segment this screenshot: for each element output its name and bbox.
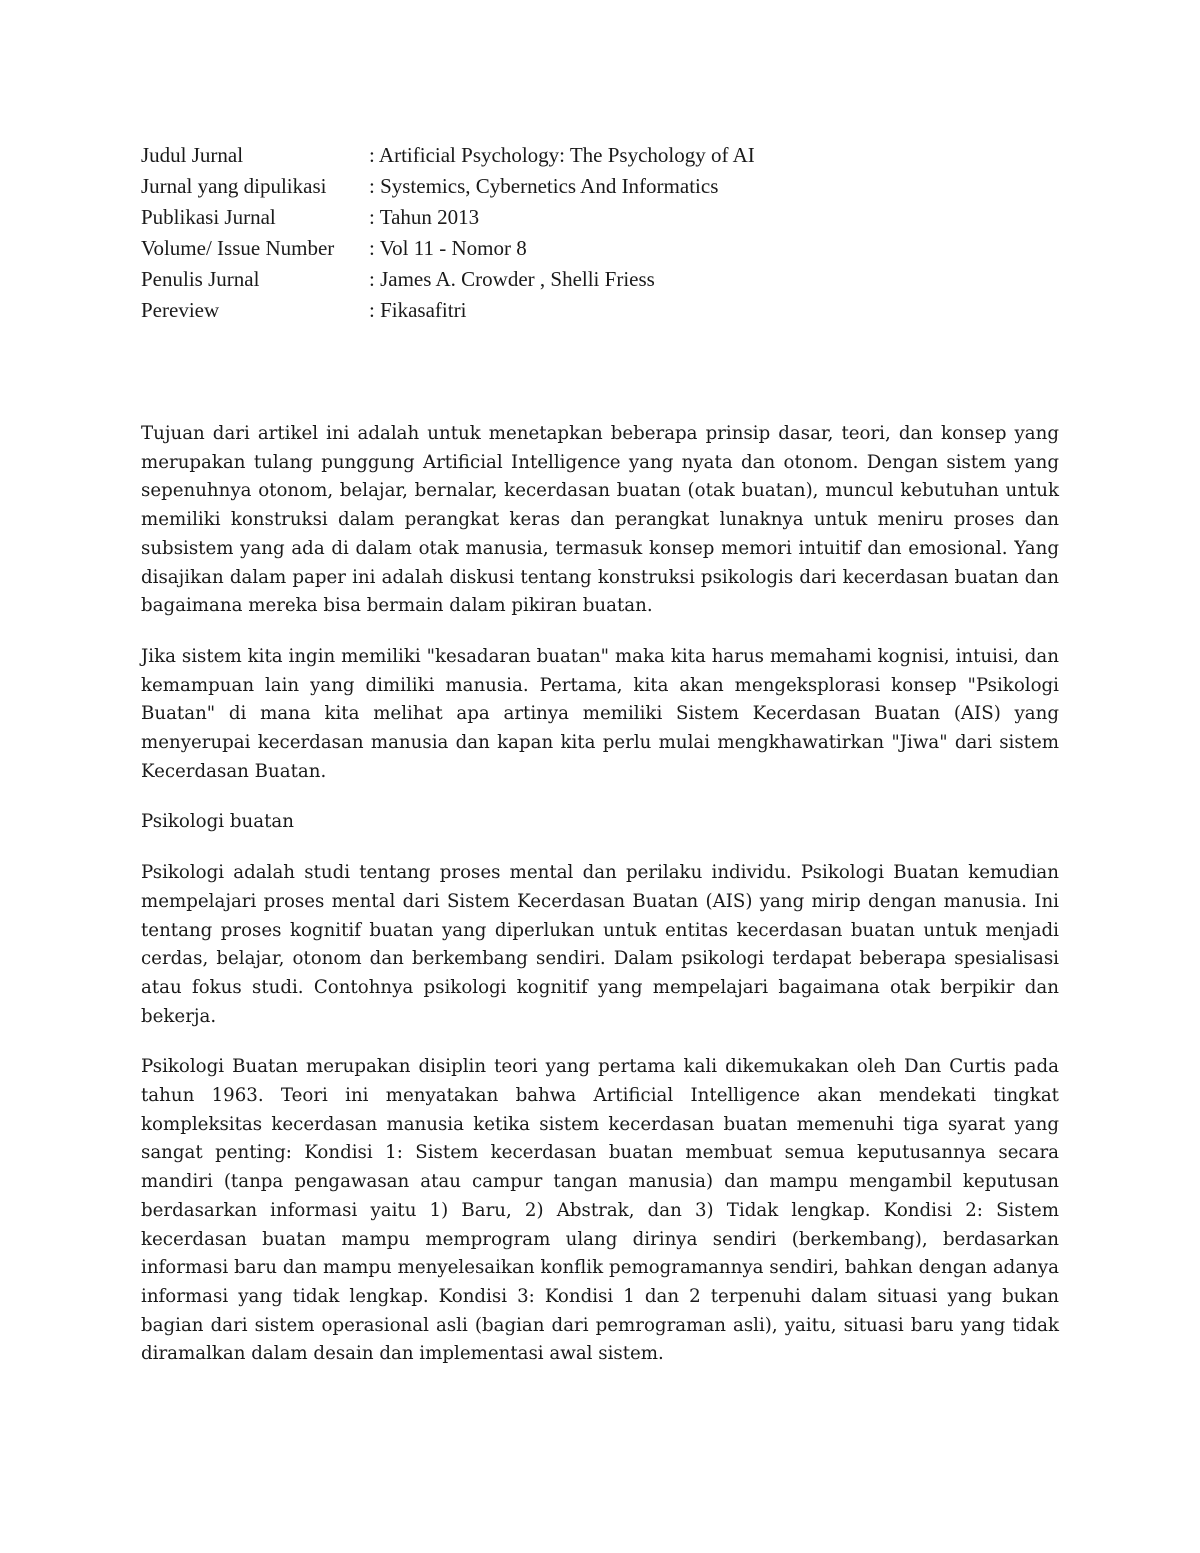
- section-heading: Psikologi buatan: [141, 811, 294, 833]
- metadata-label: Pereview: [141, 298, 220, 322]
- paragraph-artificial-consciousness: Jika sistem kita ingin memiliki "kesadaran buatan" maka kita harus memahami kognisi, intuisi, dan kemampuan lain yang dimiliki manusia. Pertama, kita akan mengeksplorasi konsep "Psikologi Buatan" di mana kita melihat apa artinya memiliki Sistem Kecerdasan Buatan (AIS) yang menyerupai kecerdasan manusia dan kapan kita perlu mulai mengkhawatirkan "Jiwa" dari sistem Kecerdasan Buatan.: [141, 645, 1059, 782]
- metadata-label: Volume/ Issue Number: [141, 236, 335, 260]
- paragraph-curtis-theory: Psikologi Buatan merupakan disiplin teori yang pertama kali dikemukakan oleh Dan Curtis pada tahun 1963. Teori ini menyatakan bahwa Artificial Intelligence akan mendekati tingkat kompleksitas kecerdasan manusia ketika sistem kecerdasan buatan memenuhi tiga syarat yang sangat penting: Kondisi 1: Sistem kecerdasan buatan membuat semua keputusannya secara mandiri (tanpa pengawasan atau campur tangan manusia) dan mampu mengambil keputusan berdasarkan informasi yaitu 1) Baru, 2) Abstrak, dan 3) Tidak lengkap. Kondisi 2: Sistem kecerdasan buatan mampu memprogram ulang dirinya sendiri (berkembang), berdasarkan informasi baru dan mampu menyelesaikan konflik pemogramannya sendiri, bahkan dengan adanya informasi yang tidak lengkap. Kondisi 3: Kondisi 1 dan 2 terpenuhi dalam situasi yang bukan bagian dari sistem operasional asli (bagian dari pemrograman asli), yaitu, situasi baru yang tidak diramalkan dalam desain dan implementasi awal sistem.: [141, 1056, 1059, 1365]
- metadata-value: : Systemics, Cybernetics And Informatics: [369, 174, 719, 198]
- metadata-label: Judul Jurnal: [141, 143, 244, 167]
- journal-metadata: [141, 140, 1059, 326]
- metadata-row-authors: [141, 264, 1059, 295]
- metadata-row-publication: [141, 202, 1059, 233]
- paragraph-purpose: Tujuan dari artikel ini adalah untuk menetapkan beberapa prinsip dasar, teori, dan konsep yang merupakan tulang punggung Artificial Intelligence yang nyata dan otonom. Dengan sistem yang sepenuhnya otonom, belajar, bernalar, kecerdasan buatan (otak buatan), muncul kebutuhan untuk memiliki konstruksi dalam perangkat keras dan perangkat lunaknya untuk meniru proses dan subsistem yang ada di dalam otak manusia, termasuk konsep memori intuitif dan emosional. Yang disajikan dalam paper ini adalah diskusi tentang konstruksi psikologis dari kecerdasan buatan dan bagaimana mereka bisa bermain dalam pikiran buatan.: [141, 423, 1059, 617]
- metadata-value: : James A. Crowder , Shelli Friess: [369, 267, 655, 291]
- metadata-value: : Artificial Psychology: The Psychology of AI: [369, 143, 755, 167]
- metadata-value: : Fikasafitri: [369, 298, 467, 322]
- metadata-value: : Tahun 2013: [369, 205, 480, 229]
- document-body: [141, 420, 1059, 1369]
- metadata-label: Jurnal yang dipulikasi: [141, 174, 327, 198]
- metadata-row-journal: [141, 171, 1059, 202]
- document-page: [141, 140, 1059, 1391]
- metadata-row-volume: [141, 233, 1059, 264]
- metadata-label: Penulis Jurnal: [141, 267, 260, 291]
- metadata-label: Publikasi Jurnal: [141, 205, 276, 229]
- paragraph-psychology-definition: Psikologi adalah studi tentang proses mental dan perilaku individu. Psikologi Buatan kemudian mempelajari proses mental dari Sistem Kecerdasan Buatan (AIS) yang mirip dengan manusia. Ini tentang proses kognitif buatan yang diperlukan untuk entitas kecerdasan buatan untuk menjadi cerdas, belajar, otonom dan berkembang sendiri. Dalam psikologi terdapat beberapa spesialisasi atau fokus studi. Contohnya psikologi kognitif yang mempelajari bagaimana otak berpikir dan bekerja.: [141, 862, 1059, 1027]
- metadata-row-reviewer: [141, 295, 1059, 326]
- metadata-value: : Vol 11 - Nomor 8: [369, 236, 527, 260]
- metadata-row-title: [141, 140, 1059, 171]
